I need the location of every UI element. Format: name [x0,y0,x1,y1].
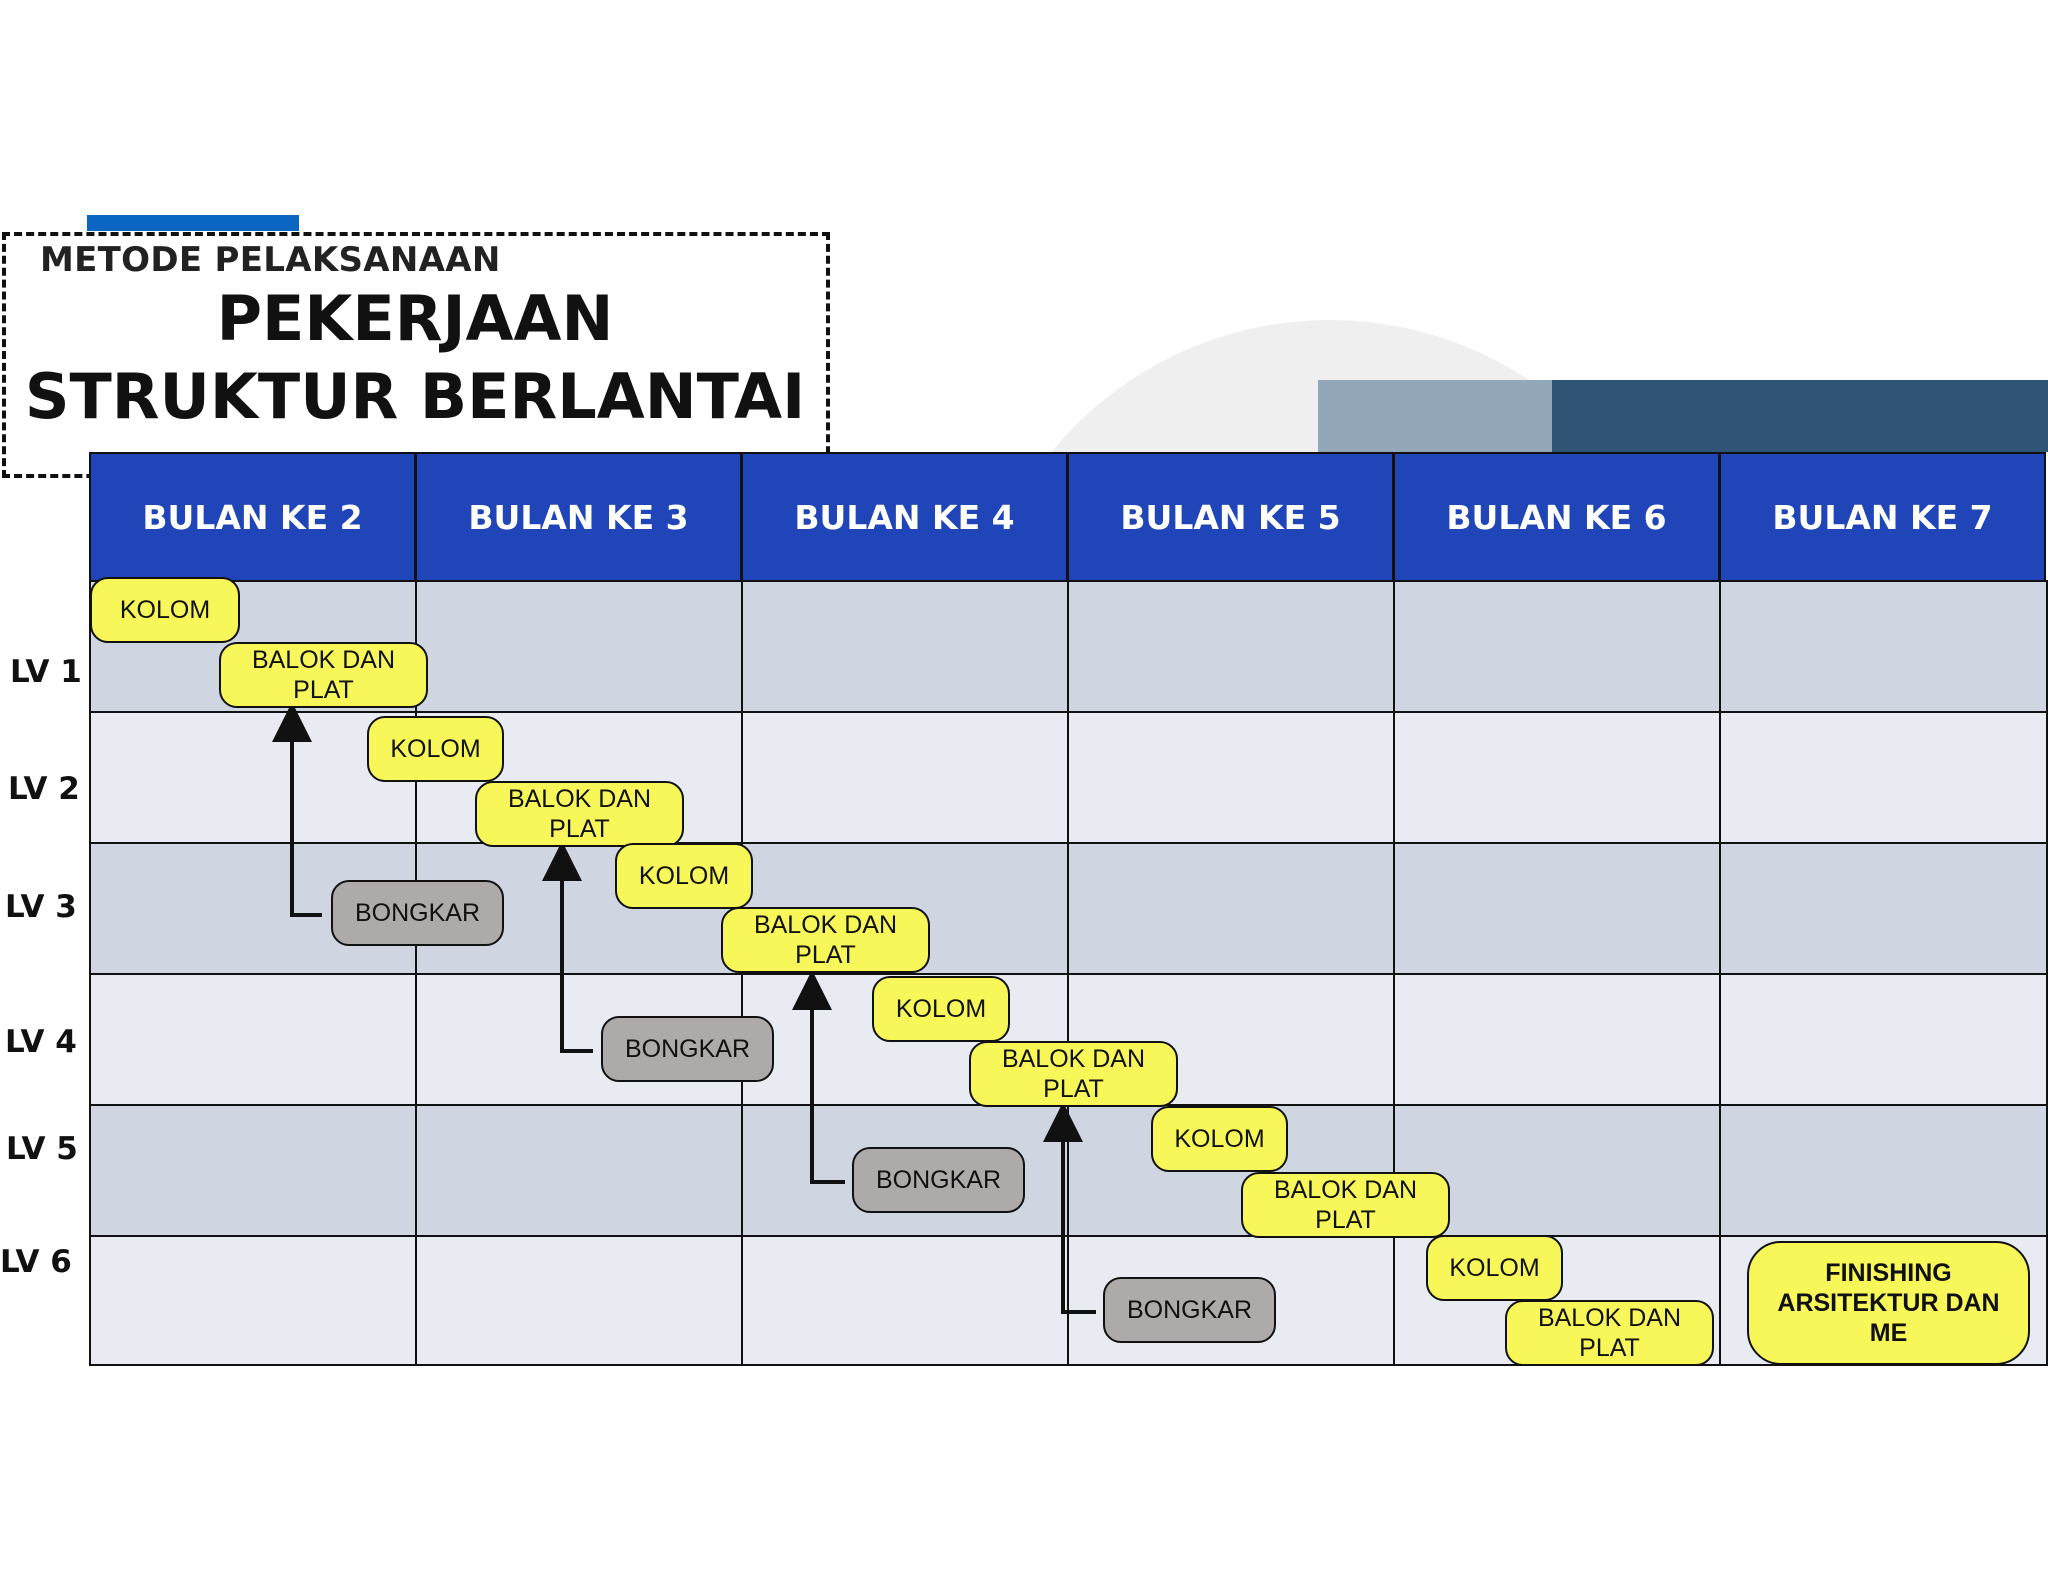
grid-cell [1719,973,2048,1106]
grid-cell [1393,842,1721,975]
grid-cell [1393,580,1721,713]
grid-cell [1067,842,1395,975]
accent-tab [87,215,299,231]
grid-cell [1719,711,2048,844]
task-lv4-kolom: KOLOM [872,976,1010,1042]
level-label-lv4: LV 4 [5,1024,77,1060]
task-lv6-kolom: KOLOM [1426,1235,1563,1301]
column-header-bulan-4: BULAN KE 4 [741,452,1068,582]
level-label-lv3: LV 3 [5,889,77,925]
grid-cell [1067,711,1395,844]
column-header-bulan-5: BULAN KE 5 [1067,452,1394,582]
page-subtitle: METODE PELAKSANAAN [40,240,501,280]
task-bongkar-4: BONGKAR [1103,1277,1276,1343]
task-bongkar-3: BONGKAR [852,1147,1025,1213]
decorative-band-dark [1552,380,2048,452]
grid-cell [1719,842,2048,975]
grid-cell [415,1235,743,1366]
level-label-lv5: LV 5 [6,1131,78,1167]
grid-cell [1067,580,1395,713]
level-label-lv1: LV 1 [10,654,82,690]
task-bongkar-2: BONGKAR [601,1016,774,1082]
task-lv2-balok-dan-plat: BALOK DAN PLAT [475,781,684,847]
level-label-lv2: LV 2 [8,771,80,807]
grid-cell [1719,1104,2048,1237]
task-lv3-kolom: KOLOM [615,843,753,909]
task-lv5-kolom: KOLOM [1151,1106,1288,1172]
task-lv2-kolom: KOLOM [367,716,504,782]
task-lv6-balok-dan-plat: BALOK DAN PLAT [1505,1300,1714,1366]
grid-cell [415,580,743,713]
grid-cell [1393,973,1721,1106]
grid-cell [89,973,417,1106]
grid-cell [741,580,1069,713]
grid-cell [89,1235,417,1366]
column-header-bulan-7: BULAN KE 7 [1719,452,2046,582]
grid-cell [741,711,1069,844]
level-label-lv6: LV 6 [0,1244,72,1280]
task-lv3-balok-dan-plat: BALOK DAN PLAT [721,907,930,973]
column-header-bulan-6: BULAN KE 6 [1393,452,1720,582]
task-lv4-balok-dan-plat: BALOK DAN PLAT [969,1041,1178,1107]
task-lv1-balok-dan-plat: BALOK DAN PLAT [219,642,428,708]
column-header-bulan-2: BULAN KE 2 [89,452,416,582]
task-lv5-balok-dan-plat: BALOK DAN PLAT [1241,1172,1450,1238]
grid-cell [1393,711,1721,844]
grid-cell [415,1104,743,1237]
page-title: PEKERJAAN STRUKTUR BERLANTAI [24,282,806,433]
task-finishing-arsitektur-dan-me: FINISHING ARSITEKTUR DAN ME [1747,1241,2030,1365]
grid-cell [89,1104,417,1237]
grid-cell [741,1235,1069,1366]
grid-cell [1719,580,2048,713]
task-bongkar-1: BONGKAR [331,880,504,946]
column-header-bulan-3: BULAN KE 3 [415,452,742,582]
task-lv1-kolom: KOLOM [90,577,240,643]
